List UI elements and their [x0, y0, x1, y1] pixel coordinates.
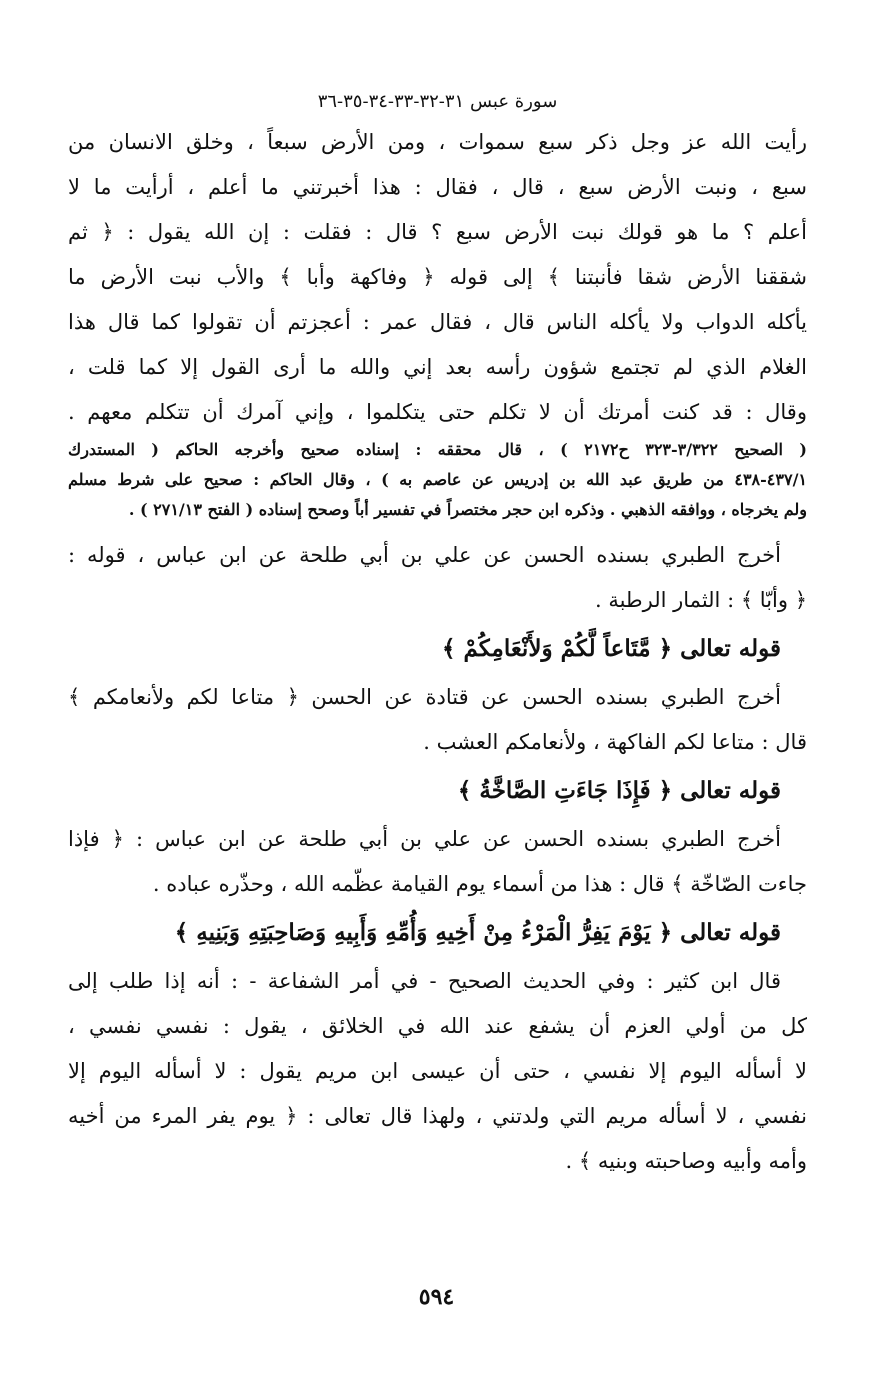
text-line: نفسي ، لا أسأله مريم التي ولدتني ، ولهذا قال تعالى : ﴿ يوم يفر المرء من أخيه — [68, 1104, 807, 1128]
text-line: سبع ، ونبت الأرض سبع ، قال ، فقال : هذا أخبرتني ما أعلم ، أرأيت ما لا — [68, 175, 807, 199]
text-line: قال ابن كثير : وفي الحديث الصحيح - في أمر الشفاعة - : أنه إذا طلب إلى — [68, 969, 781, 993]
verse-heading: قوله تعالى ﴿ فَإِذَا جَاءَتِ الصَّاخَّةُ ﴾ — [457, 777, 781, 804]
text-line: لا أسأله اليوم إلا نفسي ، حتى أن عيسى ابن مريم يقول : لا أسأله اليوم إلا — [68, 1059, 807, 1083]
note-line: ٤٣٧/١-٤٣٨ من طريق عبد الله بن إدريس عن عاصم به ) ، وقال الحاكم : صحيح على شرط مسلم — [68, 470, 807, 489]
paragraph-ibn-abbas-answer — [68, 120, 807, 435]
text-line: أخرج الطبري بسنده الحسن عن علي بن أبي طلحة عن ابن عباس ، قوله : — [68, 543, 781, 567]
text-line: وأمه وأبيه وصاحبته وبنيه ﴾ . — [565, 1149, 807, 1173]
paragraph-ibn-kathir — [68, 959, 807, 1184]
verse-heading: قوله تعالى ﴿ مَّتَاعاً لَّكُمْ وَلأَنْعَامِكُمْ ﴾ — [442, 635, 781, 662]
note-line: ( الصحيح ٣/٣٢٢-٣٢٣ ح٢١٧٢ ) ، قال محققه : إسناده صحيح وأخرجه الحاكم ( المستدرك — [68, 440, 807, 459]
text-line: الغلام الذي لم تجتمع شؤون رأسه بعد إني والله ما أرى القول إلا كما قلت ، — [68, 355, 807, 379]
note-line: ولم يخرجاه ، ووافقه الذهبي . وذكره ابن حجر مختصراً في تفسير أباً وصحح إسناده ( الفتح ٢٧١/١٣ ) . — [128, 500, 807, 519]
paragraph-abba-tafsir — [68, 533, 807, 623]
text-line: كل من أولي العزم أن يشفع عند الله في الخلائق ، يقول : نفسي نفسي ، — [68, 1014, 807, 1038]
text-line: أخرج الطبري بسنده الحسن عن قتادة عن الحسن ﴿ متاعا لكم ولأنعامكم ﴾ — [68, 685, 781, 709]
citation-note — [68, 435, 807, 525]
running-head: سورة عبس ٣١-٣٢-٣٣-٣٤-٣٥-٣٦ — [317, 91, 558, 112]
text-line: وقال : قد كنت أمرتك أن لا تكلم حتى يتكلموا ، وإني آمرك أن تتكلم معهم . — [68, 400, 807, 424]
verse-heading: قوله تعالى ﴿ يَوْمَ يَفِرُّ الْمَرْءُ مِنْ أَخِيهِ وَأُمِّهِ وَأَبِيهِ وَصَاحِبَتِهِ وَبَنِيهِ ﴾ — [174, 919, 781, 946]
text-line: أعلم ؟ ما هو قولك نبت الأرض سبع ؟ قال : فقلت : إن الله يقول : ﴿ ثم — [68, 220, 807, 244]
text-line: يأكله الدواب ولا يأكله الناس قال ، فقال عمر : أعجزتم أن تقولوا كما قال هذا — [68, 310, 807, 334]
text-line: أخرج الطبري بسنده الحسن عن علي بن أبي طلحة عن ابن عباس : ﴿ فإذا — [68, 827, 781, 851]
text-line: رأيت الله عز وجل ذكر سبع سموات ، ومن الأرض سبعاً ، وخلق الانسان من — [68, 130, 807, 154]
text-line: شققنا الأرض شقا فأنبتنا ﴾ إلى قوله ﴿ وفاكهة وأبا ﴾ والأب نبت الأرض ما — [68, 265, 807, 289]
text-line: جاءت الصّاخّة ﴾ قال : هذا من أسماء يوم القيامة عظّمه الله ، وحذّره عباده . — [152, 872, 807, 896]
text-line: ﴿ وأبّا ﴾ : الثمار الرطبة . — [594, 588, 807, 612]
paragraph-sakhkha — [68, 817, 807, 907]
text-line: قال : متاعا لكم الفاكهة ، ولأنعامكم العشب . — [423, 730, 807, 754]
paragraph-mataan — [68, 675, 807, 765]
page-number: ٥٩٤ — [418, 1284, 455, 1310]
